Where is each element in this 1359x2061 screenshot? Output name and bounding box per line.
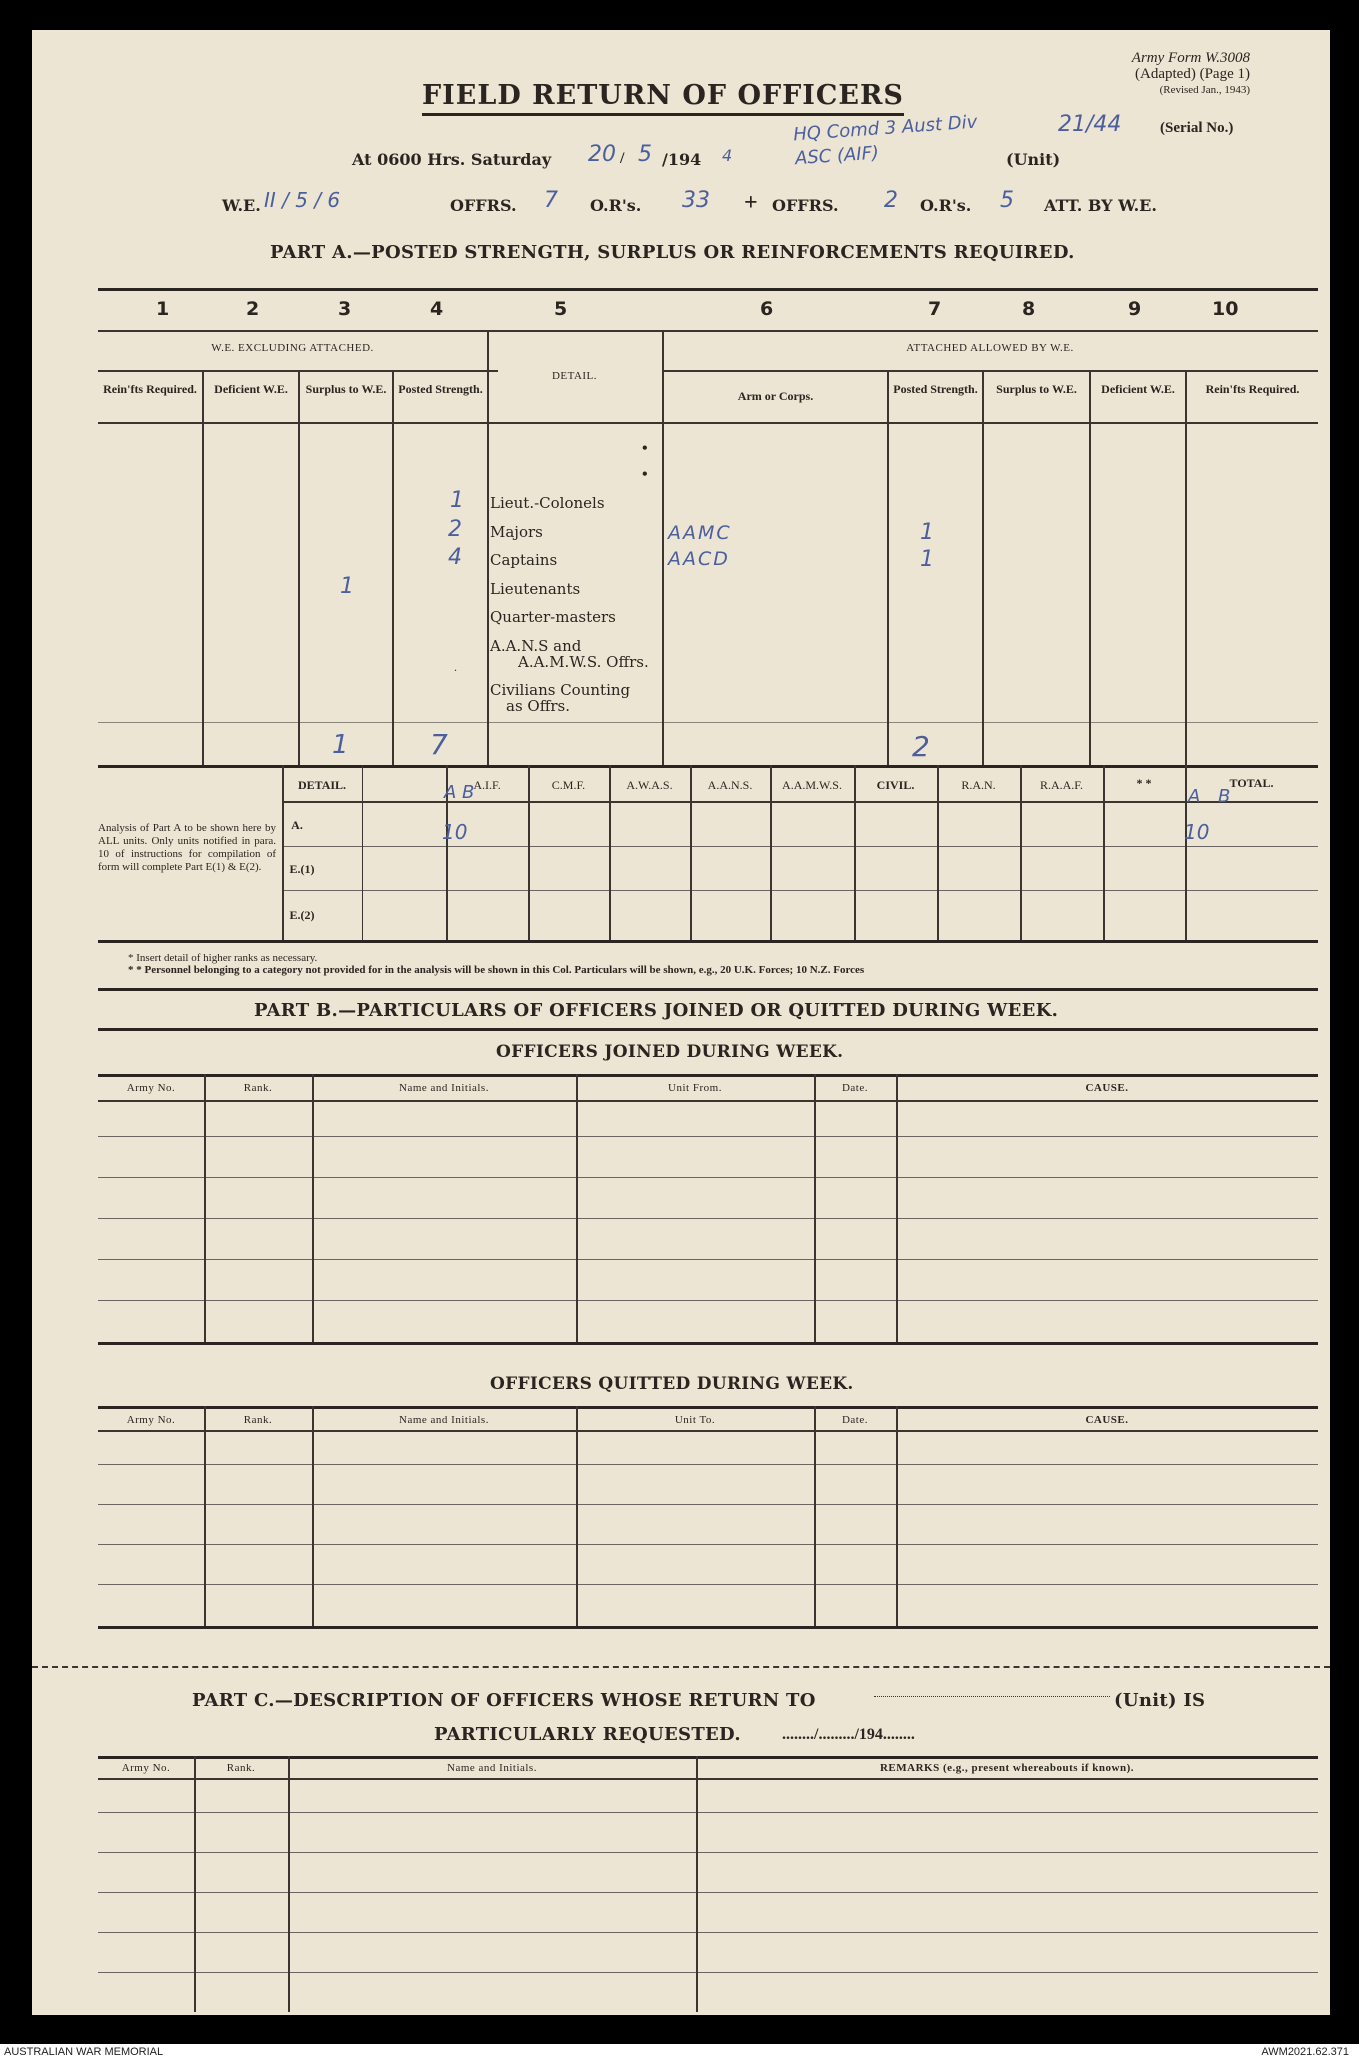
an-col-detail: DETAIL. (297, 778, 347, 792)
quitted-title: OFFICERS QUITTED DURING WEEK. (490, 1374, 854, 1394)
col-number: 10 (1212, 298, 1239, 320)
pc-col-name: Name and Initials. (447, 1762, 537, 1774)
unit-value: HQ Comd 3 Aust Div ASC (AIF) (792, 111, 978, 170)
rank-majors: Majors (490, 523, 543, 541)
unit-label: (Unit) (1006, 150, 1061, 169)
hand-surplus-lt: 1 (340, 574, 354, 599)
col-surplus: Surplus to W.E. (305, 382, 387, 396)
footer-source: AUSTRALIAN WAR MEMORIAL (4, 2046, 164, 2058)
hand-att-2: 1 (920, 547, 934, 572)
we-excluding-label: W.E. EXCLUDING ATTACHED. (211, 342, 374, 354)
joined-col-date: Date. (841, 1082, 868, 1094)
col-number: 2 (246, 298, 260, 320)
col-number: 4 (430, 298, 444, 320)
detail-label: DETAIL. (551, 370, 598, 382)
ors2-label: O.R's. (920, 196, 972, 215)
an-row-e1: E.(1) (289, 862, 315, 876)
part-c-line1-end: (Unit) IS (1114, 1690, 1206, 1711)
date-day: 20 (588, 142, 616, 167)
part-b-heading: PART B.—PARTICULARS OF OFFICERS JOINED OR QUITTED DURING WEEK. (254, 1000, 1059, 1021)
page-title: FIELD RETURN OF OFFICERS (422, 80, 904, 116)
an-row-e2: E.(2) (289, 908, 315, 922)
serial-label: (Serial No.) (1160, 120, 1234, 136)
an-col-total: TOTAL. (1229, 776, 1274, 790)
rank-aamws: A.A.M.W.S. Offrs. (518, 653, 649, 671)
form-adapted: (Adapted) (Page 1) (1135, 66, 1250, 82)
part-c-line2: PARTICULARLY REQUESTED. (434, 1724, 741, 1745)
col-att-deficient: Deficient W.E. (1101, 382, 1175, 396)
part-c-line1: PART C.—DESCRIPTION OF OFFICERS WHOSE RETURN TO (192, 1690, 816, 1711)
joined-col-cause: CAUSE. (1085, 1082, 1129, 1094)
col-number: 6 (760, 298, 774, 320)
hand-captains: 4 (448, 545, 462, 570)
rank-lieutenants: Lieutenants (490, 580, 581, 598)
hand-majors: 2 (448, 517, 462, 542)
hand-total-head: A B (1188, 786, 1237, 807)
analysis-label: Analysis of Part A to be shown here by ALL units. Only units notified in para. 10 of instructions for compilation of form will complete Part E(1) & E(2). (98, 822, 276, 873)
col-number: 9 (1128, 298, 1142, 320)
joined-title: OFFICERS JOINED DURING WEEK. (496, 1042, 844, 1062)
quitted-col-cause: CAUSE. (1085, 1414, 1129, 1426)
col-number: 5 (554, 298, 568, 320)
col-reinforcements: Rein'fts Required. (103, 382, 197, 396)
an-col-aif: A.I.F. (473, 778, 501, 792)
date-month: 5 (638, 142, 652, 167)
attached-allowed-label: ATTACHED ALLOWED BY W.E. (906, 342, 1074, 354)
col-number: 8 (1022, 298, 1036, 320)
hand-lt-col: 1 (450, 488, 464, 513)
an-col-cmf: C.M.F. (551, 778, 586, 792)
joined-col-rank: Rank. (243, 1082, 273, 1094)
form-sheet: Army Form W.3008 (Adapted) (Page 1) (Revised Jan., 1943) 21/44 (Serial No.) FIELD RETURN OF OFFICERS At 0600 Hrs. Saturday 20 / 5 /194 4 HQ Comd 3 Aust Div ASC (AIF) (Unit) W.E. II / 5 / 6 OFFRS. 7 O.R's. 33 + OFFRS. 2 O.R's. 5 ATT. BY W.E. PART A.—POSTED STRENGTH, SURPLUS OR REINFORCEMENTS REQUIRED. 1 2 3 4 5 6 7 8 9 10 W.E. EXCLUDING ATTACHED. ATTACHED ALLOWED BY W.E. DETAIL. Rein'fts Required. Deficient W.E. Surplus to W.E. Posted Strength. Arm or Corps. Posted Strength. Surplus to W.E. Deficient W.E. Rein'fts Required. • • Lieut.-Colonels Majors Captains Lieutenants Quarter-masters A.A.N.S and A.A.M.W.S. Offrs. Civilians Counting as Offrs. . 1 2 4 1 AAMC AACD 1 1 1 7 2 DETAIL. A.I.F. C.M.F. A.W.A.S. A.A.N.S. A.A.M.W.S. CIVIL. R.A.N. R.A.A.F. * * TOTAL. A. E.(1) E.(2) A B A B 10 10 Analysis of Part A to be shown here by ALL units. Only units notified in para. 10 of instructions for compilation of form will complete Part E(1) & E(2). * Insert detail of higher ranks as necessary. * * Personnel belonging to a category not provided for in the analysis will be shown in this Col. Particulars will be shown, e.g., 20 U.K. Forces; 10 N.Z. Forces PART B.—PARTICULARS OF OFFICERS JOINED OR QUITTED DURING WEEK. OFFICERS JOINED DURING WEEK. Army No. Rank. Name and Initials. Unit From. Date. CAUSE. OFFICERS QUITTED DURING WEEK. Army No. Rank. Name and Initials. Unit To. Date. CAUSE. PART C.—DESCRIPTION OF OFFICERS WHOSE RETURN TO (Unit) IS PARTICULARLY REQUESTED. ......../........./194........ Army No. Rank. Name and Initials. REMARKS (e.g., present whereabouts if known). (32, 30, 1330, 2015)
year-suffix: 4 (722, 146, 733, 165)
an-col-civil: CIVIL. (876, 778, 915, 792)
col-deficient: Deficient W.E. (214, 382, 288, 396)
joined-col-unit-from: Unit From. (668, 1082, 722, 1094)
pc-col-remarks: REMARKS (e.g., present whereabouts if known). (879, 1762, 1134, 1774)
an-col-ran: R.A.N. (961, 778, 996, 792)
we-value: II / 5 / 6 (264, 188, 341, 212)
col-number: 1 (156, 298, 170, 320)
note-personnel: * * Personnel belonging to a category not provided for in the analysis will be shown in this Col. Particulars will be shown, e.g., 20 U.K. Forces; 10 N.Z. Forces (128, 964, 865, 976)
footer-accession: AWM2021.62.371 (1261, 2046, 1349, 2058)
form-revised: (Revised Jan., 1943) (1159, 84, 1250, 96)
an-row-a: A. (291, 818, 303, 832)
pc-col-army-no: Army No. (121, 1762, 171, 1774)
rank-civilians-cont: as Offrs. (506, 697, 570, 715)
part-a-heading: PART A.—POSTED STRENGTH, SURPLUS OR REINFORCEMENTS REQUIRED. (270, 242, 1075, 263)
an-col-awas: A.W.A.S. (626, 778, 673, 792)
ors-label: O.R's. (590, 196, 642, 215)
total-surplus: 1 (332, 730, 349, 760)
an-col-other: * * (1136, 776, 1152, 790)
hand-aif-a: 10 (442, 820, 468, 844)
footer-bar (0, 2044, 1359, 2061)
ors2-value: 5 (1000, 188, 1014, 213)
an-col-aamws: A.A.M.W.S. (782, 778, 842, 792)
plus-sign: + (744, 190, 758, 216)
col-arm-corps: Arm or Corps. (737, 389, 814, 403)
an-col-aans: A.A.N.S. (707, 778, 753, 792)
part-c-date: ......../........./194........ (782, 1726, 915, 1743)
col-att-reinforcements: Rein'fts Required. (1205, 382, 1300, 396)
hand-total-a: 10 (1184, 820, 1210, 844)
we-label: W.E. (222, 196, 261, 215)
col-att-posted: Posted Strength. (893, 382, 978, 396)
col-att-surplus: Surplus to W.E. (996, 382, 1077, 396)
rank-aans: A.A.N.S and (490, 637, 582, 655)
offrs-label: OFFRS. (450, 196, 517, 215)
rank-lieut-colonels: Lieut.-Colonels (490, 494, 605, 512)
joined-col-army-no: Army No. (126, 1082, 176, 1094)
quitted-col-rank: Rank. (243, 1414, 273, 1426)
note-higher-ranks: * Insert detail of higher ranks as necessary. (128, 952, 318, 964)
quitted-col-army-no: Army No. (126, 1414, 176, 1426)
year-prefix: /194 (662, 150, 702, 169)
col-number: 3 (338, 298, 352, 320)
part-c-unit-blank (874, 1696, 1110, 1697)
rank-captains: Captains (490, 551, 558, 569)
quitted-col-unit-to: Unit To. (674, 1414, 716, 1426)
joined-col-name: Name and Initials. (399, 1082, 489, 1094)
offrs2-value: 2 (884, 188, 898, 213)
hand-arm-2: AACD (668, 548, 730, 570)
form-reference (1132, 50, 1250, 98)
pc-col-rank: Rank. (226, 1762, 256, 1774)
rank-quartermasters: Quarter-masters (490, 608, 616, 626)
an-col-raaf: R.A.A.F. (1039, 778, 1084, 792)
serial-value: 21/44 (1058, 112, 1122, 137)
total-att-posted: 2 (912, 730, 930, 763)
quitted-col-date: Date. (841, 1414, 868, 1426)
ors-value: 33 (682, 188, 710, 213)
cut-line (32, 1666, 1330, 1668)
col-posted: Posted Strength. (398, 382, 483, 396)
att-label: ATT. BY W.E. (1044, 196, 1157, 215)
hand-arm-1: AAMC (668, 522, 732, 544)
col-number: 7 (928, 298, 942, 320)
offrs2-label: OFFRS. (772, 196, 839, 215)
quitted-col-name: Name and Initials. (399, 1414, 489, 1426)
hand-att-1: 1 (920, 520, 934, 545)
at-label: At 0600 Hrs. Saturday (352, 150, 552, 169)
rank-civilians: Civilians Counting (490, 681, 631, 699)
hand-aif-head: A B (444, 782, 475, 803)
total-posted: 7 (430, 728, 448, 761)
offrs-value: 7 (544, 188, 558, 213)
form-number: Army Form W.3008 (1131, 50, 1250, 66)
